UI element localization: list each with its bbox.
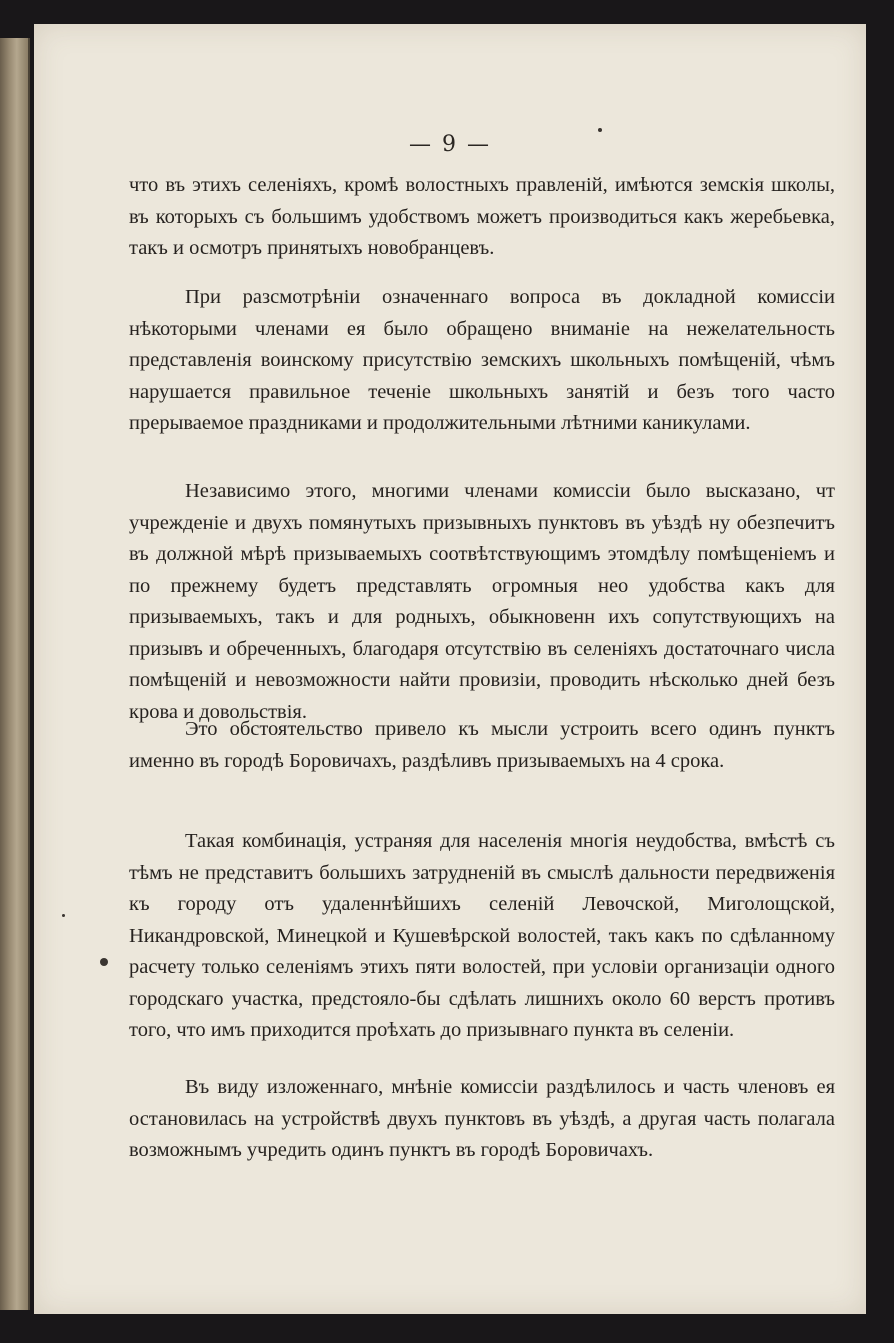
book-page [34, 24, 866, 1314]
paragraph-block-4 [129, 714, 835, 777]
paragraph: Такая комбинація, устраняя для населенія многія неудобства, вмѣстѣ съ тѣмъ не представитъ большихъ затрудненій въ смыслѣ дальности передвиженія къ городу отъ удаленнѣйшихъ селеній Левочской, Миголощской, Никандровской, Минецкой и Кушевѣрской волостей, такъ какъ по сдѣланному расчету только селеніямъ этихъ пяти волостей, при условіи организаціи одного городскаго участка, предстояло-бы сдѣлать лишнихъ около 60 верстъ противъ того, что имъ приходится проѣхать до призывнаго пункта въ селеніи. [129, 830, 835, 1041]
ink-speck [100, 958, 108, 966]
paragraph: Въ виду изложеннаго, мнѣніе комиссіи раздѣлилось и часть членовъ ея остановилась на устройствѣ двухъ пунктовъ въ уѣздѣ, а другая часть полагала возможнымъ учредить одинъ пунктъ въ городѣ Боровичахъ. [129, 1076, 835, 1161]
paragraph-block-3 [129, 476, 835, 728]
left-page-edge [0, 38, 30, 1310]
paragraph: что въ этихъ селеніяхъ, кромѣ волостныхъ правленій, имѣются земскія школы, въ которыхъ съ большимъ удобствомъ можетъ производиться какъ жеребьевка, такъ и осмотръ принятыхъ новобранцевъ. [129, 174, 835, 259]
paragraph: При разсмотрѣніи означеннаго вопроса въ докладной комиссіи нѣкоторыми членами ея было обращено вниманіе на нежелательность представленія воинскому присутствію земскихъ школьныхъ помѣщеній, чѣмъ нарушается правильное теченіе школьныхъ занятій и безъ того часто прерываемое праздниками и продолжительными лѣтними каникулами. [129, 286, 835, 434]
paragraph-block-2 [129, 282, 835, 440]
paragraph: Это обстоятельство привело къ мысли устроить всего одинъ пунктъ именно въ городѣ Боровичахъ, раздѣливъ призываемыхъ на 4 срока. [129, 718, 835, 772]
page-number: — 9 — [409, 132, 491, 157]
paragraph-block-6 [129, 1072, 835, 1167]
ink-speck [62, 914, 65, 917]
paragraph: Независимо этого, многими членами комиссіи было высказано, чт учрежденіе и двухъ помянутыхъ призывныхъ пунктовъ въ уѣздѣ ну обезпечитъ въ должной мѣрѣ призываемыхъ соотвѣтствующимъ этомдѣлу помѣщеніемъ и по прежнему будетъ представлять огромныя нео удобства какъ для призываемыхъ, такъ и для родныхъ, обыкновенн ихъ сопутствующихъ на призывъ и обреченныхъ, благодаря отсутствію въ селеніяхъ достаточнаго числа помѣщеній и невозможности найти провизіи, проводить нѣсколько дней безъ крова и довольствія. [129, 480, 835, 723]
paragraph-continuation [129, 170, 835, 265]
paragraph-block-5 [129, 826, 835, 1047]
ink-speck [598, 128, 602, 132]
